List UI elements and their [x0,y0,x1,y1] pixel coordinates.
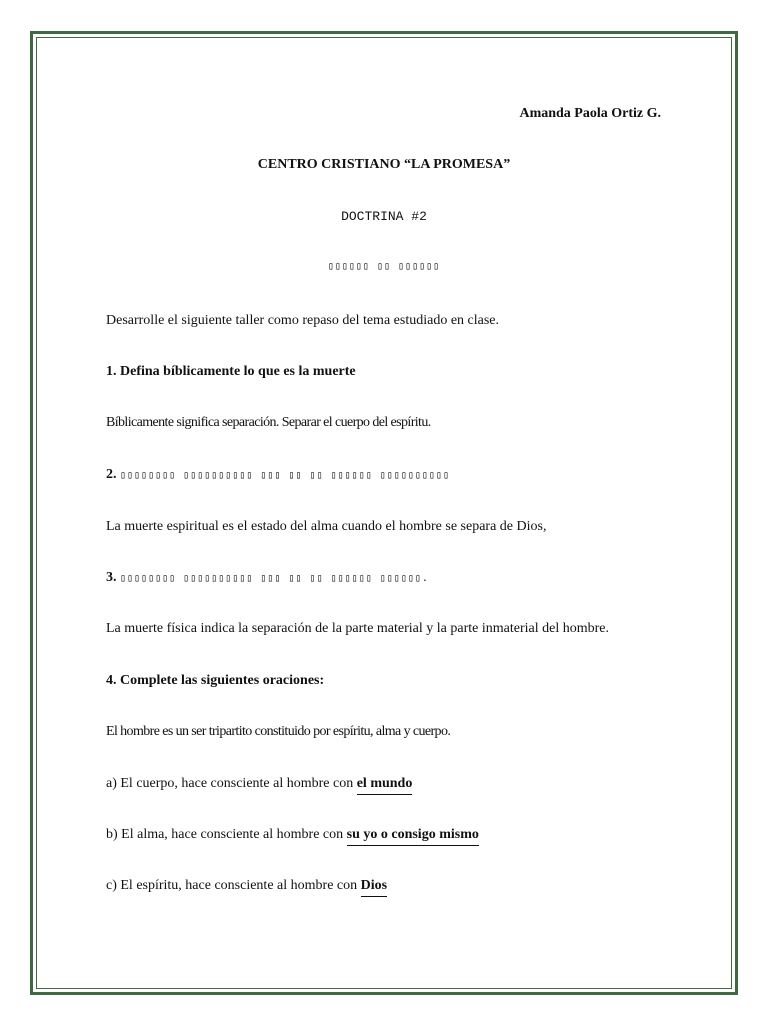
question-4-intro: El hombre es un ser tripartito constituido por espíritu, alma y cuerpo. [106,724,451,739]
completion-a-prefix: a) El cuerpo, hace consciente al hombre con [106,776,357,791]
question-2-text: ▯▯▯▯▯▯▯▯ ▯▯▯▯▯▯▯▯▯▯ ▯▯▯ ▯▯ ▯▯ ▯▯▯▯▯▯ ▯▯▯▯▯▯▯▯▯▯ [120,470,450,481]
instructions-text: Desarrolle el siguiente taller como repaso del tema estudiado en clase. [106,313,500,328]
completion-c-answer: Dios [361,878,387,897]
completion-b [106,826,479,844]
question-3-number: 3. [106,570,117,585]
document-title: CENTRO CRISTIANO “LA PROMESA” [257,157,511,172]
answer-3: La muerte física indica la separación de la parte material y la parte inmaterial del hombre. [106,621,609,636]
question-3 [106,569,429,588]
completion-b-answer: su yo o consigo mismo [347,827,479,846]
completion-a [106,775,412,793]
question-2-number: 2. [106,467,117,482]
question-3-text: ▯▯▯▯▯▯▯▯ ▯▯▯▯▯▯▯▯▯▯ ▯▯▯ ▯▯ ▯▯ ▯▯▯▯▯▯ ▯▯▯▯▯▯. [120,573,429,584]
page-border-inner [36,37,732,989]
answer-2: La muerte espiritual es el estado del alma cuando el hombre se separa de Dios, [106,519,547,534]
doctrina-subtitle: ▯▯▯▯▯▯ ▯▯ ▯▯▯▯▯▯ [327,261,441,272]
answer-1: Bíblicamente significa separación. Separar el cuerpo del espíritu. [106,415,431,430]
question-4: 4. Complete las siguientes oraciones: [106,673,325,688]
question-2 [106,466,450,485]
author-name: Amanda Paola Ortiz G. [519,106,661,121]
completion-b-prefix: b) El alma, hace consciente al hombre con [106,827,347,842]
completion-c [106,877,387,895]
completion-a-answer: el mundo [357,776,413,795]
doctrina-heading: DOCTRINA #2 [341,209,427,224]
completion-c-prefix: c) El espíritu, hace consciente al hombre con [106,878,361,893]
question-1: 1. Defina bíblicamente lo que es la muerte [106,364,356,379]
